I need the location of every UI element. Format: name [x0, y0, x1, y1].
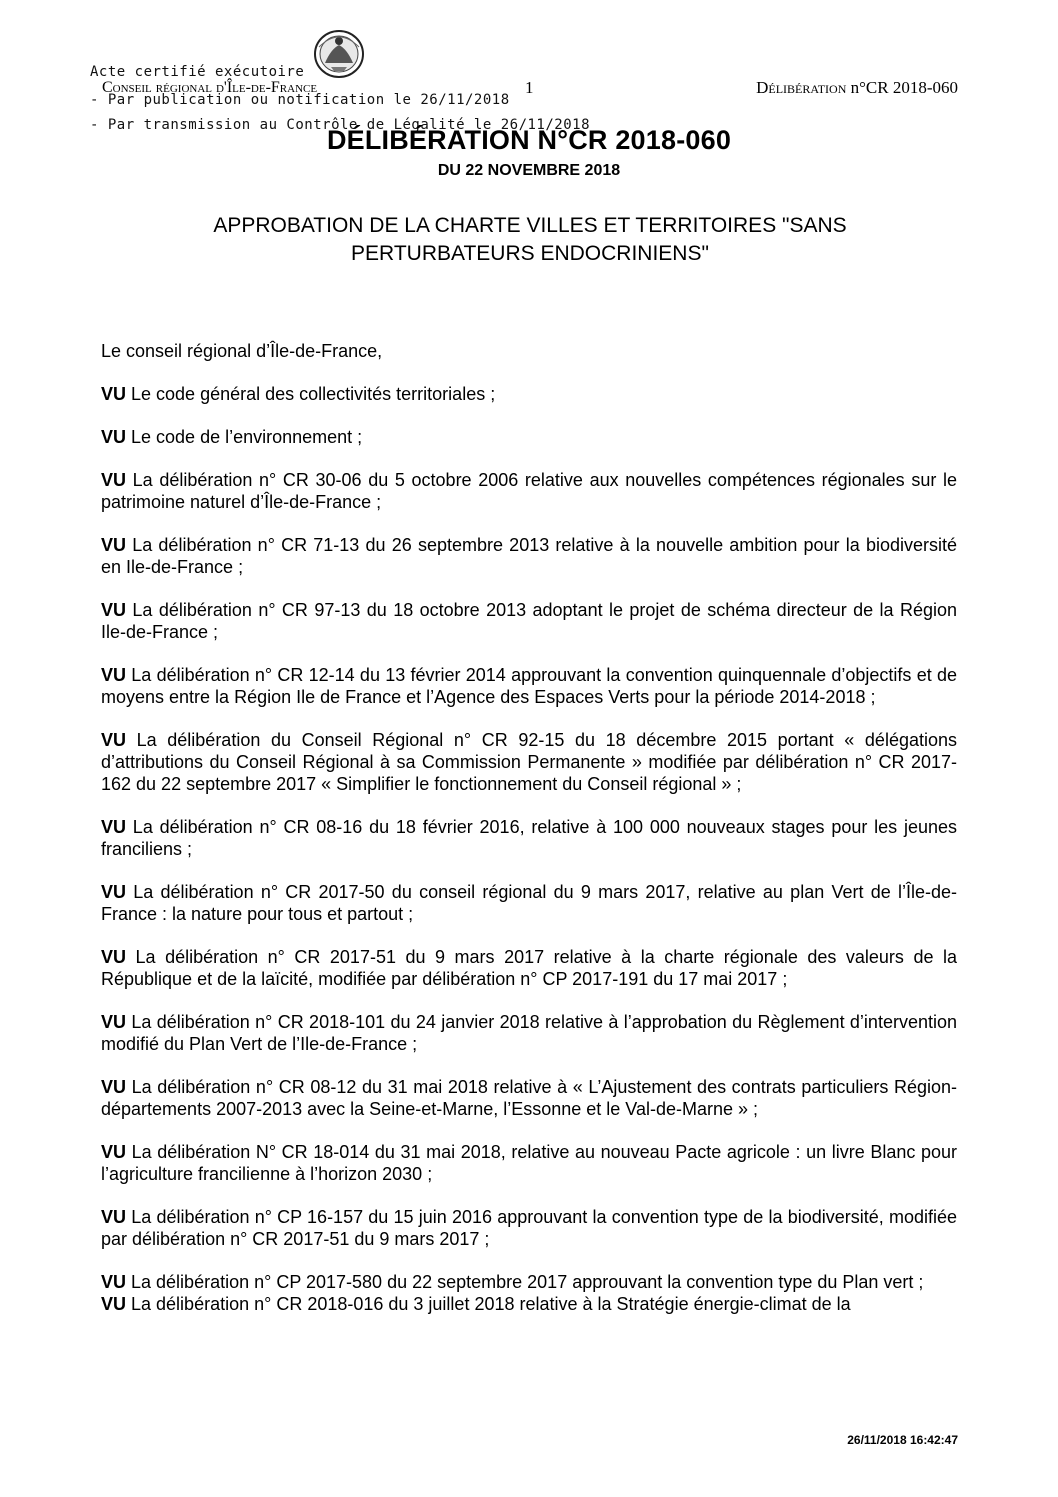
vu-label: VU: [101, 470, 127, 490]
page-number: 1: [525, 78, 534, 97]
consideration-paragraph: [101, 383, 957, 405]
vu-label: VU: [101, 882, 127, 902]
vu-label: VU: [101, 1142, 127, 1162]
consideration-text: La délibération n° CR 12-14 du 13 février 2014 approuvant la convention quinquennale d’objectifs et de moyens entre la Région Ile de France et l’Agence des Espaces Verts pour la période 2014-2018 ;: [101, 665, 957, 707]
vu-label: VU: [101, 947, 127, 967]
considerations-list: [101, 383, 957, 1315]
consideration-paragraph: [101, 1141, 957, 1185]
consideration-paragraph: [101, 881, 957, 925]
consideration-text: Le code de l’environnement ;: [126, 427, 363, 447]
vu-label: VU: [101, 1077, 127, 1097]
vu-label: VU: [101, 817, 127, 837]
certification-stamp-line: Acte certifié exécutoire: [90, 64, 305, 80]
document-title: DÉLIBÉRATION N°CR 2018-060: [326, 125, 732, 155]
certification-stamp-line: - Par publication ou notification le 26/11/2018: [90, 92, 510, 108]
consideration-text: La délibération n° CP 16-157 du 15 juin 2016 approuvant la convention type de la biodiversité, modifiée par délibération n° CR 2017-51 du 9 mars 2017 ;: [101, 1207, 957, 1249]
consideration-paragraph: [101, 469, 957, 513]
vu-label: VU: [101, 427, 127, 447]
consideration-text: La délibération N° CR 18-014 du 31 mai 2018, relative au nouveau Pacte agricole : un livre Blanc pour l’agriculture francilienne à l’horizon 2030 ;: [101, 1142, 957, 1184]
consideration-paragraph: [101, 1206, 957, 1250]
consideration-paragraph: [101, 1271, 957, 1293]
consideration-paragraph: [101, 599, 957, 643]
document-subject: APPROBATION DE LA CHARTE VILLES ET TERRITOIRES "SANS PERTURBATEURS ENDOCRINIENS": [213, 214, 847, 265]
consideration-text: La délibération n° CR 08-12 du 31 mai 2018 relative à « L’Ajustement des contrats particuliers Région-départements 2007-2013 avec la Seine-et-Marne, l’Essonne et le Val-de-Marne » ;: [101, 1077, 957, 1119]
consideration-paragraph: [101, 1293, 957, 1315]
consideration-paragraph: [101, 946, 957, 990]
region-seal-logo: [311, 27, 367, 79]
header-deliberation-ref: [756, 78, 958, 98]
vu-label: VU: [101, 1294, 127, 1314]
vu-label: VU: [101, 535, 127, 555]
vu-label: VU: [101, 384, 127, 404]
consideration-paragraph: [101, 426, 957, 448]
consideration-paragraph: [101, 816, 957, 860]
footer-timestamp: 26/11/2018 16:42:47: [847, 1433, 958, 1447]
vu-label: VU: [101, 730, 127, 750]
consideration-text: La délibération n° CP 2017-580 du 22 septembre 2017 approuvant la convention type du Plan vert ;: [126, 1272, 924, 1292]
consideration-paragraph: [101, 1011, 957, 1055]
intro-paragraph: Le conseil régional d’Île-de-France,: [101, 341, 383, 361]
vu-label: VU: [101, 1272, 127, 1292]
document-date: DU 22 NOVEMBRE 2018: [437, 162, 621, 179]
document-body: [101, 340, 957, 1336]
vu-label: VU: [101, 665, 127, 685]
consideration-text: La délibération n° CR 08-16 du 18 février 2016, relative à 100 000 nouveaux stages pour les jeunes franciliens ;: [101, 817, 957, 859]
consideration-text: La délibération n° CR 97-13 du 18 octobre 2013 adoptant le projet de schéma directeur de la Région Ile-de-France ;: [101, 600, 957, 642]
consideration-text: Le code général des collectivités territoriales ;: [126, 384, 496, 404]
consideration-paragraph: [101, 729, 957, 795]
consideration-text: La délibération n° CR 2017-51 du 9 mars 2017 relative à la charte régionale des valeurs de la République et de la laïcité, modifiée par délibération n° CP 2017-191 du 17 mai 2017 ;: [101, 947, 957, 989]
consideration-text: La délibération du Conseil Régional n° CR 92-15 du 18 décembre 2015 portant « délégations d’attributions du Conseil Régional à sa Commission Permanente » modifiée par délibération n° CR 2017-162 du 22 septembre 2017 « Simplifier le fonctionnement du Conseil régional » ;: [101, 730, 957, 794]
vu-label: VU: [101, 1012, 127, 1032]
header-organization: Conseil régional d'Île-de-France: [102, 79, 318, 96]
consideration-text: La délibération n° CR 2017-50 du conseil régional du 9 mars 2017, relative au plan Vert de l’Île-de-France : la nature pour tous et partout ;: [101, 882, 957, 924]
header-ref-prefix: Délibération: [756, 78, 847, 97]
vu-label: VU: [101, 1207, 127, 1227]
consideration-text: La délibération n° CR 71-13 du 26 septembre 2013 relative à la nouvelle ambition pour la biodiversité en Ile-de-France ;: [101, 535, 957, 577]
header-ref-number: n°CR 2018-060: [846, 78, 958, 97]
certification-stamp-line: - Par transmission au Contrôle de Légalité le 26/11/2018: [90, 117, 591, 133]
consideration-text: La délibération n° CR 30-06 du 5 octobre 2006 relative aux nouvelles compétences régionales sur le patrimoine naturel d’Île-de-France ;: [101, 470, 957, 512]
consideration-text: La délibération n° CR 2018-101 du 24 janvier 2018 relative à l’approbation du Règlement d’intervention modifié du Plan Vert de l’Ile-de-France ;: [101, 1012, 957, 1054]
vu-label: VU: [101, 600, 127, 620]
consideration-text: La délibération n° CR 2018-016 du 3 juillet 2018 relative à la Stratégie énergie-climat de la: [126, 1294, 851, 1314]
consideration-paragraph: [101, 534, 957, 578]
consideration-paragraph: [101, 1076, 957, 1120]
consideration-paragraph: [101, 664, 957, 708]
